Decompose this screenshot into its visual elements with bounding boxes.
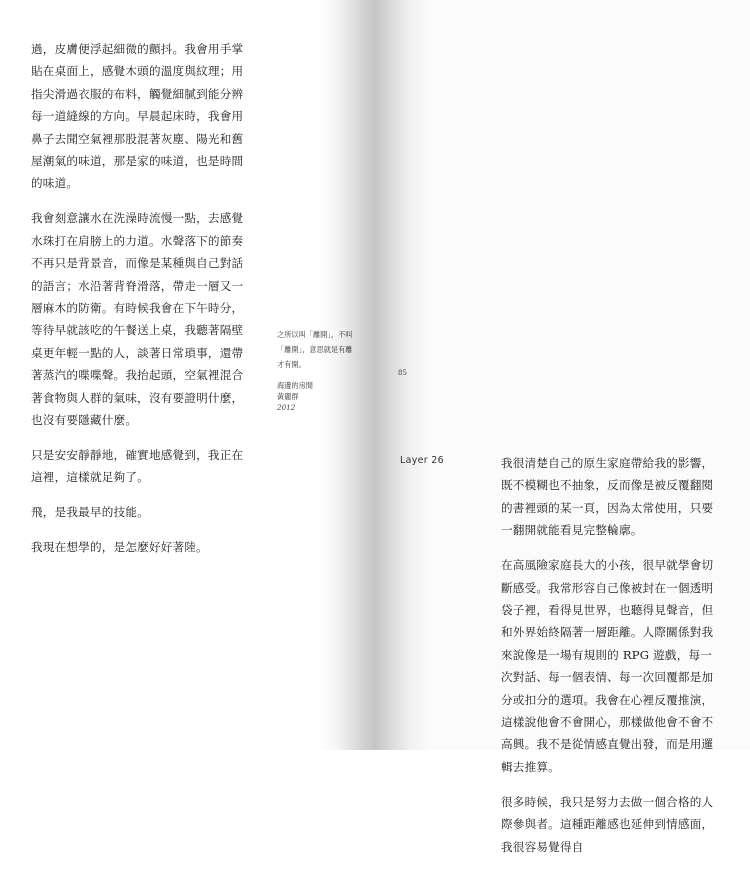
credit-title: 海邊的房間 <box>277 381 313 390</box>
layer-label: Layer 26 <box>400 455 444 466</box>
right-paragraph-1: 我很清楚自己的原生家庭帶給我的影響，既不模糊也不抽象，反而像是被反覆翻閱的書裡頭的某一頁，因為太常使用，只要一翻開就能看見完整輪廓。 <box>501 456 714 538</box>
margin-quote <box>277 327 357 413</box>
credit-year: 2012 <box>277 403 296 412</box>
margin-quote-credit <box>277 380 357 413</box>
page-number: 85 <box>398 369 407 377</box>
left-page-text <box>31 38 251 571</box>
credit-author: 黃麗群 <box>277 392 299 401</box>
right-paragraph-2: 在高風險家庭長大的小孩，很早就學會切斷感受。我常形容自己像被封在一個透明袋子裡，看得見世界，也聽得見聲音，但和外界始終隔著一層距離。人際關係對我來說像是一場有規則的 RPG 遊戲，每一次對話、每一個表情、每一次回覆都是加分或扣分的選項。我會在心裡反覆推演，這樣說他會不會開心，那樣做他會不會不高興。我不是從情感直覺出發，而是用邏輯去推算。 <box>501 558 714 774</box>
right-page-text <box>501 452 723 870</box>
margin-quote-line-3: 才有開。 <box>277 360 306 369</box>
right-paragraph-3: 很多時候，我只是努力去做一個合格的人際參與者。這種距離感也延伸到情感面，我很容易覺得自 <box>501 794 714 854</box>
left-paragraph-3: 只是安安靜靜地，確實地感覺到，我正在這裡，這樣就足夠了。 <box>31 447 244 485</box>
left-paragraph-1: 過，皮膚便浮起細微的顫抖。我會用手掌貼在桌面上，感覺木頭的溫度與紋理；用指尖滑過衣服的布料，觸覺細膩到能分辨每一道縫線的方向。早晨起床時，我會用鼻子去聞空氣裡那股混著灰塵、陽光和舊屋潮氣的味道，那是家的味道，也是時間的味道。 <box>31 42 244 191</box>
left-paragraph-5: 我現在想學的，是怎麼好好著陸。 <box>31 540 208 555</box>
left-paragraph-2: 我會刻意讓水在洗澡時流慢一點，去感覺水珠打在肩膀上的力道。水聲落下的節奏不再只是背景音，而像是某種與自己對話的語言；水沿著背脊滑落，帶走一層又一層麻木的防衛。有時候我會在下午時分，等待早就該吃的午餐送上桌，我聽著隔壁桌更年輕一點的人，談著日常瑣事，還帶著蒸汽的喋喋聲。我抬起頭，空氣裡混合著食物與人群的氣味，沒有要證明什麼，也沒有要隱藏什麼。 <box>31 211 244 427</box>
margin-quote-line-2: 「離開」，意思就是有離 <box>277 345 353 354</box>
margin-quote-line-1: 之所以叫「離開」，不叫 <box>277 330 353 339</box>
left-paragraph-4: 飛，是我最早的技能。 <box>31 505 149 520</box>
